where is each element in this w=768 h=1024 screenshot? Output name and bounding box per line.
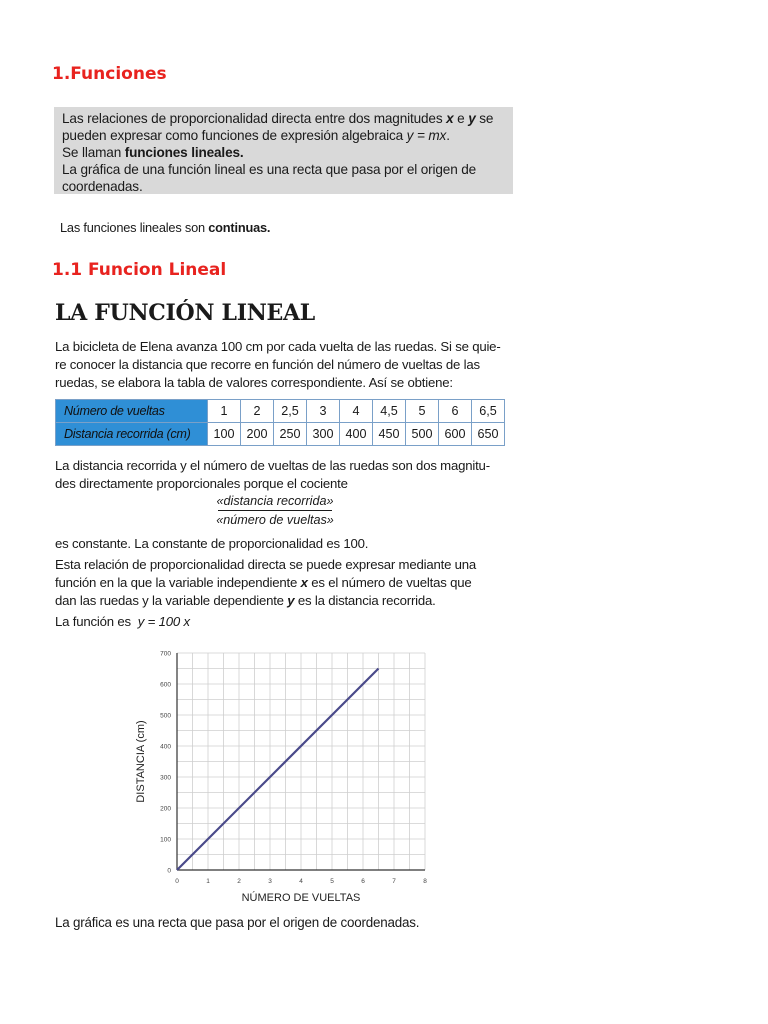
y-tick-label: 0 <box>167 867 171 875</box>
section-heading-funcion-lineal: 1.1 Funcion Lineal <box>52 260 227 280</box>
proportionality-paragraph <box>55 457 515 493</box>
function-statement: La función es y = 100 x <box>55 614 190 629</box>
table-cell: 500 <box>406 423 439 446</box>
table-cell: 3 <box>307 400 340 423</box>
x-tick-label: 6 <box>361 878 365 885</box>
fraction-numerator: «distancia recorrida» <box>216 494 334 508</box>
x-tick-label: 2 <box>237 878 241 885</box>
table-row <box>56 423 505 446</box>
table-cell: 5 <box>406 400 439 423</box>
definition-line-4: La gráfica de una función lineal es una recta que pasa por el origen de <box>62 162 477 177</box>
table-cell: 4,5 <box>373 400 406 423</box>
x-tick-label: 1 <box>206 878 210 885</box>
para2-line-1: La distancia recorrida y el número de vueltas de las ruedas son dos magnitu- <box>55 458 490 473</box>
fraction-denominator: «número de vueltas» <box>216 513 334 527</box>
intro-line-3: ruedas, se elabora la tabla de valores correspondiente. Así se obtiene: <box>55 375 453 390</box>
table-cell: 2,5 <box>274 400 307 423</box>
relation-paragraph <box>55 556 515 610</box>
chart-series <box>177 669 379 871</box>
y-tick-label: 100 <box>160 836 171 844</box>
intro-line-1: La bicicleta de Elena avanza 100 cm por cada vuelta de las ruedas. Si se quie- <box>55 339 501 354</box>
constant-statement: es constante. La constante de proporcionalidad es 100. <box>55 536 369 551</box>
chart-ticks <box>160 651 427 886</box>
table-cell: 450 <box>373 423 406 446</box>
y-tick-label: 400 <box>160 743 171 751</box>
table-cell: 650 <box>472 423 505 446</box>
quotient-fraction <box>214 494 336 527</box>
para4-line-1: Esta relación de proporcionalidad directa se puede expresar mediante una <box>55 557 477 572</box>
y-tick-label: 700 <box>160 650 171 658</box>
table-row-label: Distancia recorrida (cm) <box>56 423 208 446</box>
x-tick-label: 8 <box>423 878 427 885</box>
table-cell: 400 <box>340 423 373 446</box>
x-axis-label: NÚMERO DE VUELTAS <box>241 892 361 904</box>
y-tick-label: 500 <box>160 712 171 720</box>
x-tick-label: 5 <box>330 878 334 885</box>
series-line <box>177 669 379 871</box>
table-cell: 6,5 <box>472 400 505 423</box>
table-cell: 300 <box>307 423 340 446</box>
continuity-statement: Las funciones lineales son continuas. <box>60 220 271 235</box>
para2-line-2: des directamente proporcionales porque el cociente <box>55 476 348 491</box>
table-row-label: Número de vueltas <box>56 400 208 423</box>
para4-line-3: dan las ruedas y la variable dependiente y es la distancia recorrida. <box>55 593 436 608</box>
x-tick-label: 7 <box>392 878 396 885</box>
definition-line-5: coordenadas. <box>62 179 143 194</box>
x-tick-label: 4 <box>299 878 303 885</box>
chart-grid <box>177 653 425 870</box>
definition-line-3: Se llaman funciones lineales. <box>62 145 244 160</box>
fraction-bar <box>218 510 332 511</box>
x-tick-label: 3 <box>268 878 272 885</box>
y-axis-label: DISTANCIA (cm) <box>135 720 147 803</box>
conclusion-statement: La gráfica es una recta que pasa por el origen de coordenadas. <box>55 915 420 930</box>
intro-paragraph <box>55 338 515 392</box>
table-cell: 100 <box>208 423 241 446</box>
y-tick-label: 200 <box>160 805 171 813</box>
para4-line-2: función en la que la variable independiente x es el número de vueltas que <box>55 575 472 590</box>
definition-box <box>54 107 513 194</box>
table-cell: 2 <box>241 400 274 423</box>
definition-line-2: pueden expresar como funciones de expresión algebraica y = mx. <box>62 128 450 143</box>
distance-chart <box>130 640 450 910</box>
intro-line-2: re conocer la distancia que recorre en función del número de vueltas de las <box>55 357 480 372</box>
x-tick-label: 0 <box>175 878 179 885</box>
table-cell: 6 <box>439 400 472 423</box>
table-cell: 4 <box>340 400 373 423</box>
definition-line-1: Las relaciones de proporcionalidad directa entre dos magnitudes x e y se <box>62 111 494 126</box>
book-title: LA FUNCIÓN LINEAL <box>55 300 315 326</box>
table-cell: 200 <box>241 423 274 446</box>
y-tick-label: 600 <box>160 681 171 689</box>
table-row <box>56 400 505 423</box>
table-cell: 1 <box>208 400 241 423</box>
table-cell: 250 <box>274 423 307 446</box>
table-cell: 600 <box>439 423 472 446</box>
section-heading-funciones: 1.Funciones <box>52 64 167 84</box>
values-table <box>55 399 505 446</box>
y-tick-label: 300 <box>160 774 171 782</box>
